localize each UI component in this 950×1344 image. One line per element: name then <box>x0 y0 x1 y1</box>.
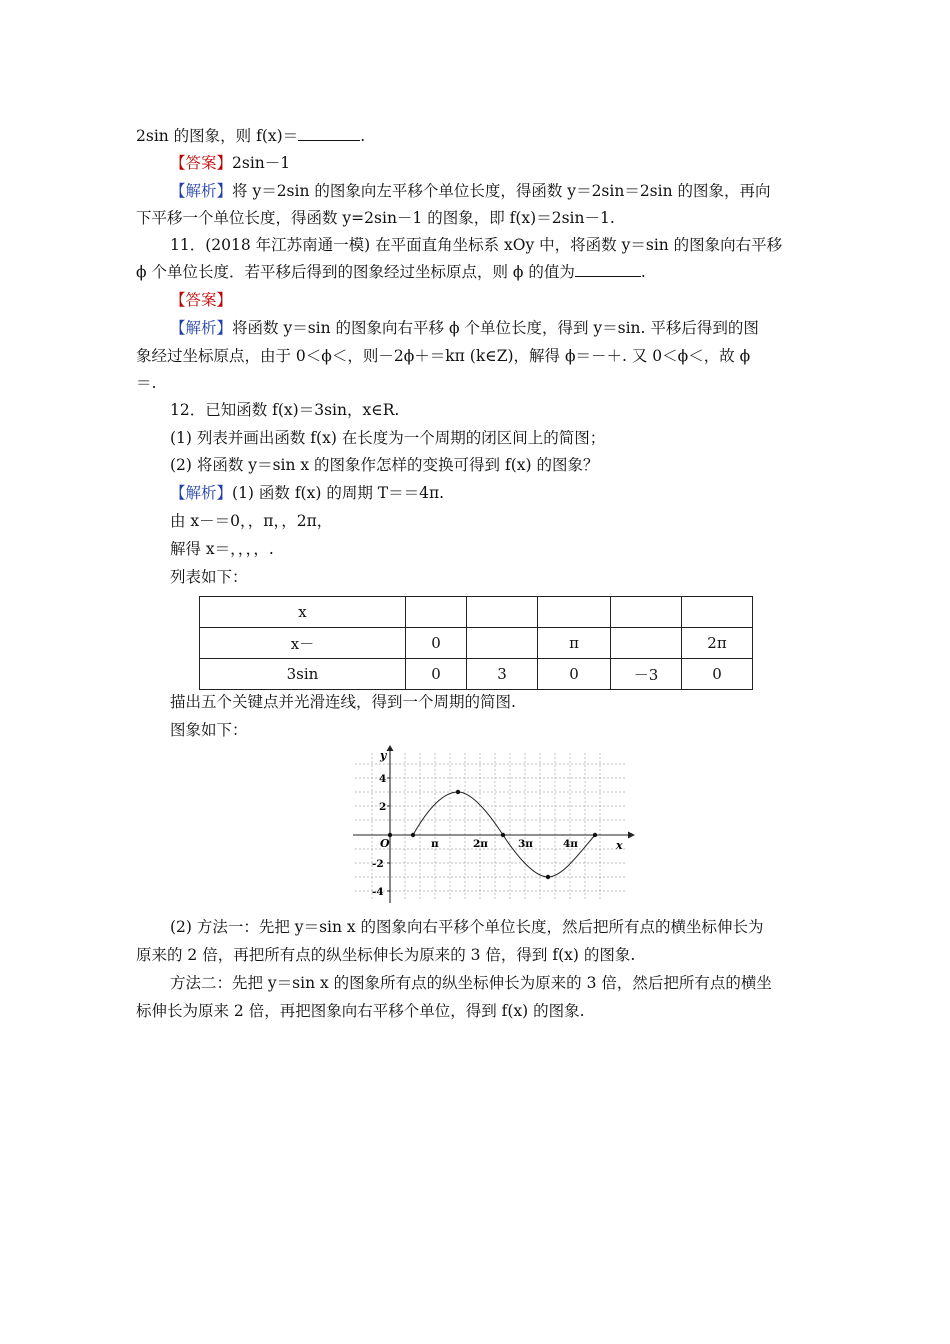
table-cell: 0 <box>682 659 753 690</box>
after-table-text: 描出五个关键点并光滑连线，得到一个周期的简图. <box>170 693 516 711</box>
table-cell <box>467 597 538 628</box>
question-12-part2: (2) 将函数 y＝sin x 的图象作怎样的变换可得到 f(x) 的图象？ <box>170 456 599 474</box>
table-row <box>200 597 753 628</box>
analysis-text: 将 y＝2sin 的图象向左平移个单位长度，得函数 y＝2sin＝2sin 的图象，再向 <box>232 182 771 200</box>
table-cell: 3sin <box>200 659 406 690</box>
table-cell <box>467 628 538 659</box>
table-cell <box>406 597 467 628</box>
answer-11 <box>170 290 232 310</box>
x-axis-label: x <box>616 839 623 852</box>
analysis-12-d: 列表如下： <box>170 568 248 586</box>
y-axis-arrow-icon <box>387 745 394 751</box>
analysis-10-b: 下平移一个单位长度，得函数 y=2sin－1 的图象，即 f(x)＝2sin－1. <box>136 209 615 227</box>
answer-blank <box>575 262 641 277</box>
analysis-tag: 【解析】 <box>170 182 233 200</box>
analysis-11-b: 象经过坐标原点，由于 0＜ϕ＜，则－2ϕ＋＝kπ (k∈Z)，解得 ϕ＝－＋. 又 0＜ϕ＜，故 ϕ <box>136 347 751 365</box>
x-tick-label: 2π <box>473 838 488 850</box>
table-cell: x－ <box>200 628 406 659</box>
axes <box>353 750 628 903</box>
analysis-11-a <box>170 318 759 338</box>
table-cell: 0 <box>406 628 467 659</box>
value-table <box>199 596 753 690</box>
method-2-a: 方法二：先把 y＝sin x 的图象所有点的纵坐标伸长为原来的 3 倍，然后把所有点的横坐 <box>170 974 772 992</box>
answer-blank <box>298 126 360 141</box>
grid <box>355 753 625 900</box>
table-cell: 0 <box>406 659 467 690</box>
analysis-text: (1) 函数 f(x) 的周期 T＝＝4π. <box>232 484 445 502</box>
table-cell: 3 <box>467 659 538 690</box>
q11-period: . <box>640 263 646 281</box>
y-axis-label: y <box>380 749 387 762</box>
key-point <box>456 790 460 794</box>
key-point <box>501 833 505 837</box>
table-cell: 0 <box>538 659 611 690</box>
table-row <box>200 628 753 659</box>
y-tick-label: -2 <box>372 858 384 870</box>
analysis-11-c: ＝. <box>136 374 157 392</box>
question-12: 12．已知函数 f(x)＝3sin，x∈R. <box>170 401 400 419</box>
analysis-tag: 【解析】 <box>170 319 233 337</box>
key-point <box>388 833 392 837</box>
q11-text: ϕ 个单位长度．若平移后得到的图象经过坐标原点，则 ϕ 的值为 <box>136 263 575 281</box>
analysis-12-c: 解得 x＝，，，，. <box>170 540 274 558</box>
table-cell: －3 <box>611 659 682 690</box>
origin-label: O <box>380 837 390 850</box>
analysis-12-b: 由 x－＝0，，π，，2π， <box>170 512 333 530</box>
table-cell: 2π <box>682 628 753 659</box>
key-point <box>411 833 415 837</box>
graph-intro: 图象如下： <box>170 721 248 739</box>
method-1-b: 原来的 2 倍，再把所有点的纵坐标伸长为原来的 3 倍，得到 f(x) 的图象. <box>136 946 636 964</box>
answer-text: 2sin－1 <box>232 154 291 172</box>
analysis-tag: 【解析】 <box>170 484 233 502</box>
x-axis-arrow-icon <box>628 832 635 839</box>
question-11-a: 11．(2018 年江苏南通一模) 在平面直角坐标系 xOy 中，将函数 y＝sin 的图象向右平移 <box>170 236 783 254</box>
key-point <box>593 833 597 837</box>
answer-tag: 【答案】 <box>170 154 233 172</box>
sine-graph <box>350 745 635 905</box>
table-cell: π <box>538 628 611 659</box>
answer-tag: 【答案】 <box>170 291 233 309</box>
table-cell <box>611 597 682 628</box>
y-tick-label: -4 <box>372 886 384 898</box>
key-point <box>546 875 550 879</box>
table-cell <box>611 628 682 659</box>
table-row <box>200 659 753 690</box>
x-tick-label: 3π <box>518 838 533 850</box>
line-q10-end <box>136 126 365 146</box>
analysis-12-a <box>170 483 444 503</box>
question-11-b <box>136 262 646 282</box>
table-cell: x <box>200 597 406 628</box>
y-tick-label: 2 <box>379 801 387 813</box>
method-1-a: (2) 方法一：先把 y＝sin x 的图象向右平移个单位长度，然后把所有点的横坐标伸长为 <box>170 918 764 936</box>
answer-10 <box>170 153 290 173</box>
method-2-b: 标伸长为原来 2 倍，再把图象向右平移个单位，得到 f(x) 的图象. <box>136 1002 585 1020</box>
q10-text: 2sin 的图象，则 f(x)＝ <box>136 127 299 145</box>
y-tick-label: 4 <box>379 773 387 785</box>
question-12-part1: (1) 列表并画出函数 f(x) 在长度为一个周期的闭区间上的简图； <box>170 429 606 447</box>
analysis-10-a <box>170 181 771 201</box>
analysis-text: 将函数 y＝sin 的图象向右平移 ϕ 个单位长度，得到 y＝sin. 平移后得到的图 <box>232 319 759 337</box>
x-tick-label: π <box>431 838 439 850</box>
table-cell <box>538 597 611 628</box>
x-tick-label: 4π <box>563 838 578 850</box>
table-cell <box>682 597 753 628</box>
q10-period: . <box>360 127 366 145</box>
